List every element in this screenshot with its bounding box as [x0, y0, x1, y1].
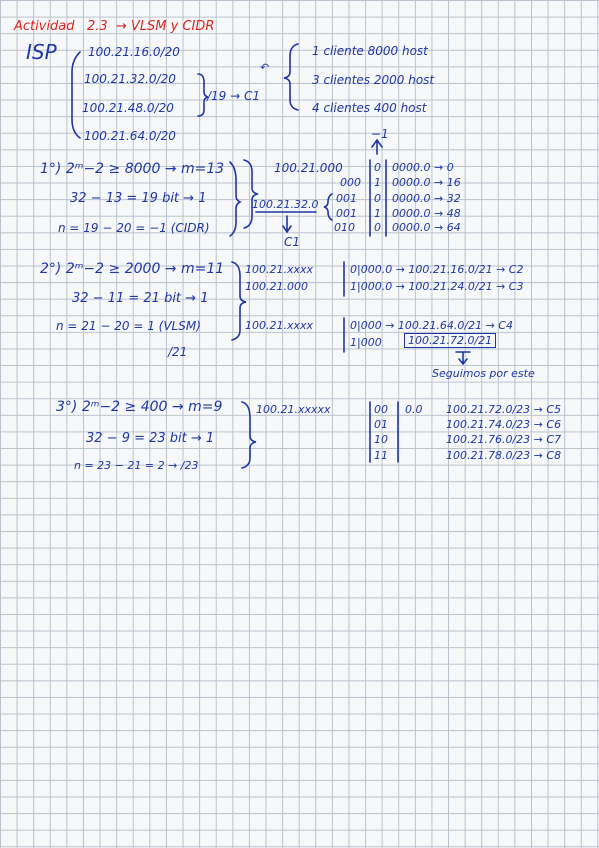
step3-code-3: 10	[374, 433, 388, 446]
step2-row1-result-1: 0|000.0 → 100.21.16.0/21 → C2	[350, 263, 524, 276]
step2-mask: /21	[168, 345, 188, 359]
step2-row1-left: 100.21.xxxx	[245, 263, 314, 276]
step3-left: 100.21.xxxxx	[256, 403, 331, 416]
isp-network-4: 100.21.64.0/20	[84, 129, 176, 143]
step1-heading: 1°) 2ᵐ−2 ≥ 8000 → m=13	[40, 161, 225, 177]
step3-n: n = 23 − 21 = 2 → /23	[74, 459, 199, 472]
step2-row1-base: 100.21.000	[245, 280, 308, 293]
page-title: Actividad 2.3 → VLSM y CIDR	[14, 19, 215, 34]
step3-code-4: 11	[374, 449, 388, 462]
step1-mid-4: 1	[374, 207, 381, 220]
isp-label: ISP	[26, 40, 57, 64]
title-number: 2.3	[86, 19, 108, 34]
step2-note: Seguimos por este	[432, 367, 535, 380]
step1-right-3: 0000.0 → 32	[392, 192, 461, 205]
isp-network-1: 100.21.16.0/20	[88, 45, 180, 59]
client-line-3: 4 clientes 400 host	[312, 101, 427, 115]
step2-heading: 2°) 2ᵐ−2 ≥ 2000 → m=11	[40, 261, 225, 277]
step1-prefix-brace	[324, 194, 332, 220]
step2-bits: 32 − 11 = 21 bit → 1	[72, 291, 209, 306]
step1-prefix-1: 000	[340, 176, 361, 189]
step2-boxed-network: 100.21.72.0/21	[404, 333, 496, 348]
step1-prefix-2: 001	[336, 192, 357, 205]
step1-base: 100.21.000	[274, 161, 343, 175]
curly-arrow-icon: ↶	[260, 61, 270, 74]
step1-mid-3: 0	[374, 192, 381, 205]
step3-result-1: 100.21.72.0/23 → C5	[446, 403, 562, 416]
step3-result-4: 100.21.78.0/23 → C8	[446, 449, 562, 462]
step1-bits: 32 − 13 = 19 bit → 1	[70, 191, 207, 206]
step1-chosen-label: C1	[284, 235, 301, 249]
isp-network-2: 100.21.32.0/20	[84, 72, 176, 86]
step1-chosen: 100.21.32.0	[252, 198, 319, 211]
step1-minus-one: −1	[371, 127, 389, 141]
step1-mid-1: 0	[374, 161, 381, 174]
step1-prefix-4: 010	[334, 221, 355, 234]
step3-zero: 0.0	[405, 403, 423, 416]
step2-row2-result-1: 0|000 → 100.21.64.0/21 → C4	[350, 319, 513, 332]
step2-down-arrow	[459, 352, 467, 364]
step2-brace	[232, 262, 246, 340]
step1-down-arrow	[283, 216, 291, 232]
step1-right-5: 0000.0 → 64	[392, 221, 461, 234]
step2-row1-result-2: 1|000.0 → 100.21.24.0/21 → C3	[350, 280, 524, 293]
step1-mid-5: 0	[374, 221, 381, 234]
step1-prefix-3: 001	[336, 207, 357, 220]
title-rest: VLSM y CIDR	[130, 19, 215, 34]
step2-n: n = 21 − 20 = 1 (VLSM)	[56, 319, 201, 333]
clients-brace	[284, 44, 298, 110]
client-line-2: 3 clientes 2000 host	[312, 73, 435, 87]
step3-result-2: 100.21.74.0/23 → C6	[446, 418, 562, 431]
step3-code-1: 00	[374, 403, 388, 416]
step1-mid-2: 1	[374, 176, 381, 189]
client-line-1: 1 cliente 8000 host	[312, 44, 428, 58]
step1-n: n = 19 − 20 = −1 (CIDR)	[58, 221, 210, 235]
step3-brace	[242, 402, 256, 468]
isp-bracket	[72, 52, 80, 138]
step3-heading: 3°) 2ᵐ−2 ≥ 400 → m=9	[56, 399, 223, 415]
step1-left-brace	[230, 162, 240, 236]
step1-right-2: 0000.0 → 16	[392, 176, 461, 189]
step2-row2-left: 100.21.xxxx	[245, 319, 314, 332]
step1-brace	[244, 160, 258, 228]
isp-group-label: /19 → C1	[207, 89, 261, 103]
step1-right-4: 0000.0 → 48	[392, 207, 461, 220]
step2-row2-result-2: 1|000	[350, 336, 382, 349]
title-prefix: Actividad	[14, 19, 75, 34]
step3-code-2: 01	[374, 418, 388, 431]
step1-right-1: 0000.0 → 0	[392, 161, 454, 174]
minus-one-arrow	[372, 140, 382, 154]
step3-result-3: 100.21.76.0/23 → C7	[446, 433, 562, 446]
step3-bits: 32 − 9 = 23 bit → 1	[86, 431, 215, 446]
isp-network-3: 100.21.48.0/20	[82, 101, 174, 115]
